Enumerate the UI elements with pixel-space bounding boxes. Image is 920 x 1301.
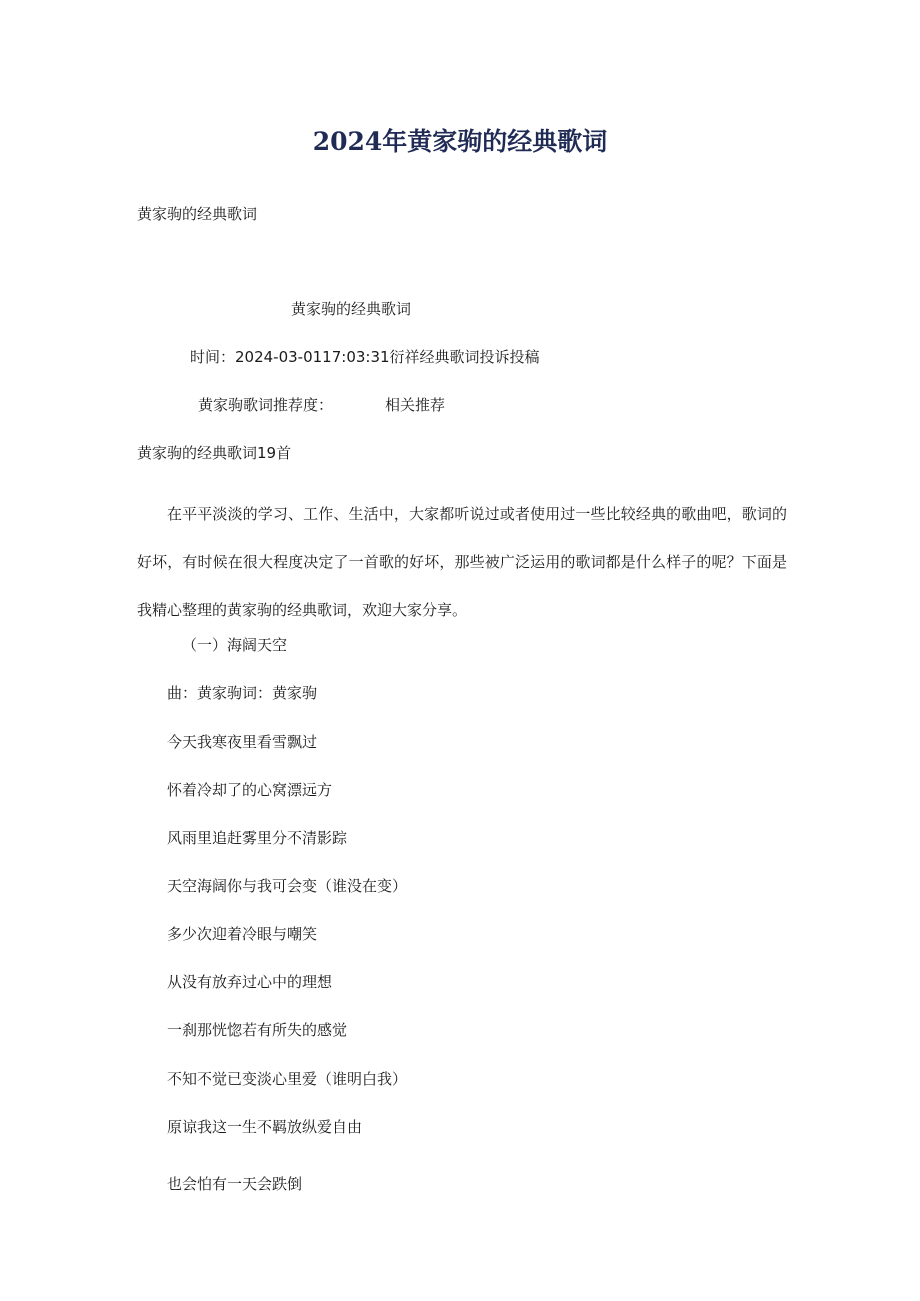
related-label: 相关推荐 bbox=[385, 396, 446, 414]
lyric-line: 也会怕有一天会跌倒 bbox=[167, 1175, 303, 1193]
lyric-line: 从没有放弃过心中的理想 bbox=[167, 973, 333, 991]
section-heading: （一）海阔天空 bbox=[182, 636, 288, 654]
lyric-line: 不知不觉已变淡心里爱（谁明白我） bbox=[167, 1070, 408, 1088]
lyric-line: 天空海阔你与我可会变（谁没在变） bbox=[167, 877, 408, 895]
subtitle: 黄家驹的经典歌词 bbox=[137, 205, 258, 223]
count-heading: 黄家驹的经典歌词19首 bbox=[137, 444, 292, 462]
document-title: 2024年黄家驹的经典歌词 bbox=[312, 127, 608, 156]
lyric-line: 风雨里追赶雾里分不清影踪 bbox=[167, 829, 348, 847]
intro-paragraph: 在平平淡淡的学习、工作、生活中，大家都听说过或者使用过一些比较经典的歌曲吧，歌词的好坏，有时候在很大程度决定了一首歌的好坏，那些被广泛运用的歌词都是什么样子的呢？下面是我精心整理的黄家驹的经典歌词，欢迎大家分享。 bbox=[137, 505, 787, 619]
song-credits: 曲：黄家驹词：黄家驹 bbox=[167, 684, 318, 702]
lyric-line: 怀着冷却了的心窝漂远方 bbox=[167, 781, 333, 799]
lyric-line: 今天我寒夜里看雪飘过 bbox=[167, 733, 318, 751]
lyric-line: 原谅我这一生不羁放纵爱自由 bbox=[167, 1118, 363, 1136]
lyric-line: 一刹那恍惚若有所失的感觉 bbox=[167, 1021, 348, 1039]
recommend-label: 黄家驹歌词推荐度： bbox=[198, 396, 334, 414]
lyric-line: 多少次迎着冷眼与嘲笑 bbox=[167, 925, 318, 943]
meta-line: 时间：2024-03-0117:03:31衍祥经典歌词投诉投稿 bbox=[190, 348, 540, 366]
inner-title: 黄家驹的经典歌词 bbox=[291, 300, 412, 318]
